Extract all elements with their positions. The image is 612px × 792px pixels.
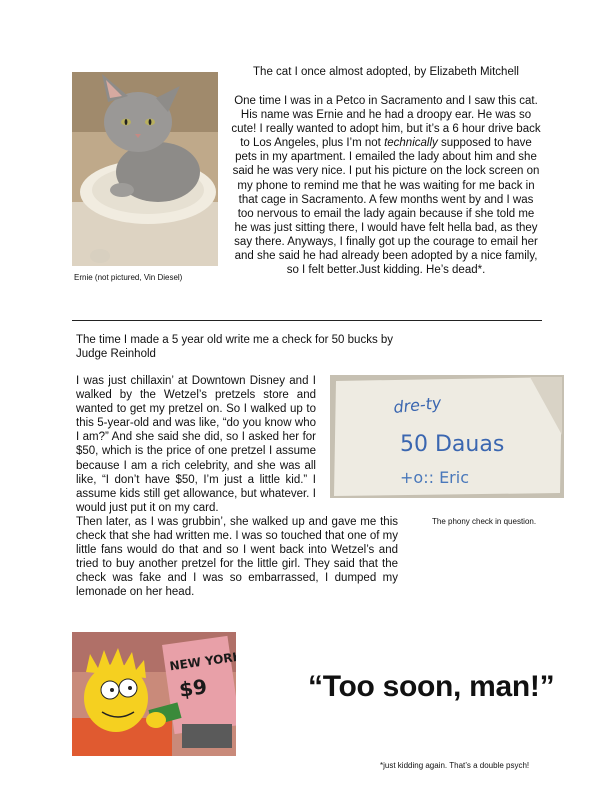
bart-illustration (72, 632, 236, 756)
check-illustration (330, 375, 564, 498)
check-line-1: dre-ty (392, 393, 443, 417)
story2-body-part2: Then later, as I was grubbin’, she walked up and gave me this check that she had written me. I was so touched that one of my little fans would do that and so I went back into Wetzel’s and tried to buy another pretzel for the little girl. They said that the check was fake and I was so embarrassed, I dumped my lemonade on her head. (76, 516, 398, 599)
bart-simpson-photo (72, 632, 236, 756)
cat-photo-caption: Ernie (not pictured, Vin Diesel) (74, 273, 183, 282)
cat-photo (72, 72, 218, 266)
section-divider (72, 320, 542, 321)
story2-title: The time I made a 5 year old write me a check for 50 bucks by Judge Reinhold (76, 334, 394, 360)
story1-title: The cat I once almost adopted, by Elizabeth Mitchell (253, 66, 519, 78)
story1-body-text-continued: supposed to have pets in my apartment. I emailed the lady about him and she said he was very nice. I put his picture on the lock screen on my phone to remind me that he was waiting for me back in that cage in Sacramento. A few months went by and I was too nervous to email the lady again because if she told me he was just sitting there, I would have felt hella bad, as they say there. Anyways, I finally got up the courage to email her and she said he had already been adopted by a nice family, so I felt better.Just kidding. He’s dead*. (232, 137, 540, 277)
check-photo-caption: The phony check in question. (432, 517, 537, 526)
story1-body-text: One time I was in a Petco in Sacramento and I saw this cat. His name was Ernie and he had a droopy ear. He was so cute! I really wanted to adopt him, but it’s a 6 hour drive back to Los Angeles, plus I’m not (231, 95, 541, 150)
sign-line-2: $9 (177, 674, 209, 702)
quote-text: “Too soon, man!” (308, 670, 555, 703)
sign-line-1: NEW YORK (168, 649, 236, 674)
cat-illustration (72, 72, 218, 266)
check-photo (330, 375, 564, 498)
footnote: *just kidding again. That’s a double psych! (380, 761, 530, 770)
story2-body-part1: I was just chillaxin’ at Downtown Disney and I walked by the Wetzel’s pretzels store and wanted to get my pretzel on. So I walked up to this 5-year-old and was like, “do you know who I am?” And she said she did, so I asked her for $50, which is the price of one pretzel I assume because I am a rich celebrity, and she was all like, “I don’t have $50, I’m just a little kid.” I assume kids still get allowance, but whatever. I would just put it on my card. (76, 375, 316, 514)
check-line-3: +o:: Eric (400, 468, 469, 487)
story1-body (230, 94, 542, 277)
check-line-2: 50 Dauas (400, 432, 505, 457)
story1-body-emphasis: technically (384, 137, 438, 150)
